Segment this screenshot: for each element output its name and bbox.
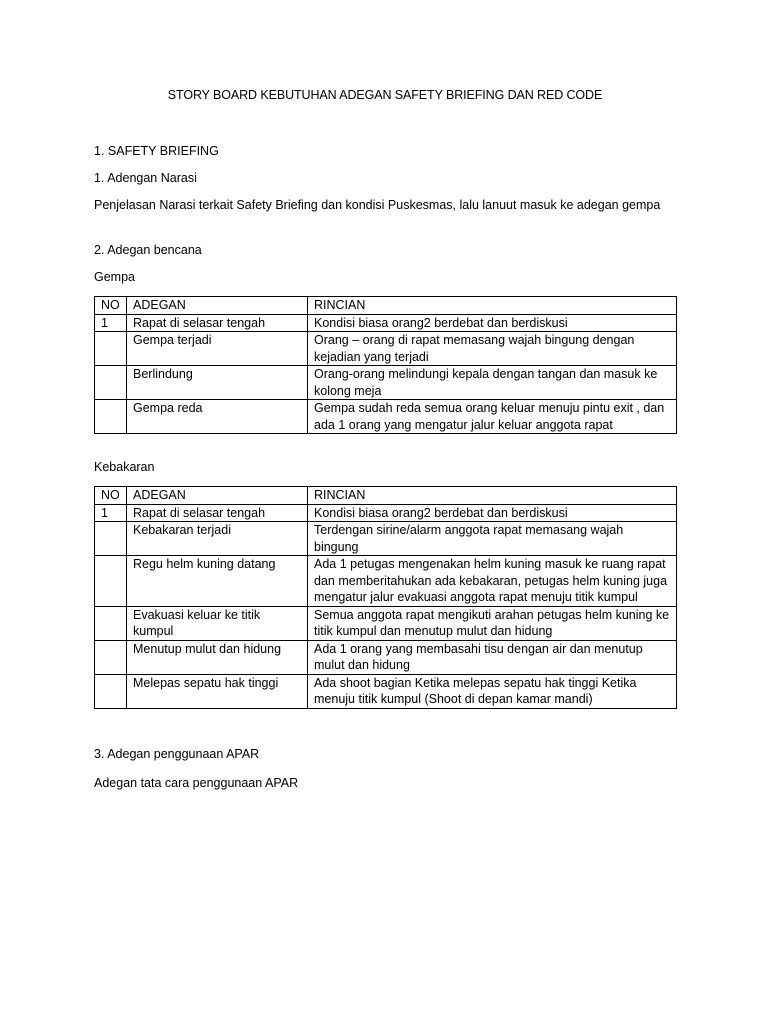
table-row — [95, 504, 677, 522]
cell-rincian: Gempa sudah reda semua orang keluar menuju pintu exit , dan ada 1 orang yang mengatur jalur keluar anggota rapat — [308, 400, 677, 434]
cell-no — [95, 674, 127, 708]
table-row — [95, 674, 677, 708]
subheading-adegan-narasi: 1. Adengan Narasi — [94, 171, 197, 185]
gempa-label: Gempa — [94, 270, 135, 284]
cell-no — [95, 640, 127, 674]
cell-adegan: Menutup mulut dan hidung — [127, 640, 308, 674]
cell-adegan: Kebakaran terjadi — [127, 522, 308, 556]
header-adegan: ADEGAN — [127, 487, 308, 505]
apar-paragraph: Adegan tata cara penggunaan APAR — [94, 776, 299, 790]
cell-adegan: Evakuasi keluar ke titik kumpul — [127, 606, 308, 640]
subheading-adegan-bencana: 2. Adegan bencana — [94, 243, 202, 257]
header-no: NO — [95, 487, 127, 505]
table-row — [95, 640, 677, 674]
header-rincian: RINCIAN — [308, 487, 677, 505]
cell-adegan: Gempa reda — [127, 400, 308, 434]
document-title: STORY BOARD KEBUTUHAN ADEGAN SAFETY BRIEFING DAN RED CODE — [167, 88, 603, 102]
table-row — [95, 606, 677, 640]
subheading-adegan-apar: 3. Adegan penggunaan APAR — [94, 747, 260, 761]
cell-rincian: Ada shoot bagian Ketika melepas sepatu hak tinggi Ketika menuju titik kumpul (Shoot di depan kamar mandi) — [308, 674, 677, 708]
cell-rincian: Orang-orang melindungi kepala dengan tangan dan masuk ke kolong meja — [308, 366, 677, 400]
header-rincian: RINCIAN — [308, 297, 677, 315]
cell-adegan: Berlindung — [127, 366, 308, 400]
cell-adegan: Rapat di selasar tengah — [127, 504, 308, 522]
cell-adegan: Melepas sepatu hak tinggi — [127, 674, 308, 708]
cell-rincian: Ada 1 petugas mengenakan helm kuning masuk ke ruang rapat dan memberitahukan ada kebakaran, petugas helm kuning juga mengatur jalur evakuasi anggota rapat menuju titik kumpul — [308, 556, 677, 607]
cell-adegan: Rapat di selasar tengah — [127, 314, 308, 332]
cell-no — [95, 556, 127, 607]
table-row — [95, 332, 677, 366]
cell-no — [95, 332, 127, 366]
kebakaran-table — [94, 486, 677, 709]
cell-rincian: Kondisi biasa orang2 berdebat dan berdiskusi — [308, 314, 677, 332]
cell-adegan: Regu helm kuning datang — [127, 556, 308, 607]
table-row — [95, 314, 677, 332]
table-row — [95, 522, 677, 556]
table-row — [95, 400, 677, 434]
table-header-row — [95, 297, 677, 315]
cell-adegan: Gempa terjadi — [127, 332, 308, 366]
gempa-table — [94, 296, 677, 434]
cell-rincian: Terdengan sirine/alarm anggota rapat memasang wajah bingung — [308, 522, 677, 556]
table-header-row — [95, 487, 677, 505]
table-row — [95, 366, 677, 400]
cell-rincian: Semua anggota rapat mengikuti arahan petugas helm kuning ke titik kumpul dan menutup mulut dan hidung — [308, 606, 677, 640]
cell-no — [95, 606, 127, 640]
cell-no — [95, 400, 127, 434]
cell-no — [95, 522, 127, 556]
cell-rincian: Ada 1 orang yang membasahi tisu dengan air dan menutup mulut dan hidung — [308, 640, 677, 674]
table-row — [95, 556, 677, 607]
cell-no — [95, 366, 127, 400]
cell-rincian: Orang – orang di rapat memasang wajah bingung dengan kejadian yang terjadi — [308, 332, 677, 366]
narasi-paragraph: Penjelasan Narasi terkait Safety Briefing dan kondisi Puskesmas, lalu lanuut masuk ke adegan gempa — [94, 198, 661, 212]
cell-no: 1 — [95, 314, 127, 332]
cell-rincian: Kondisi biasa orang2 berdebat dan berdiskusi — [308, 504, 677, 522]
section-heading-safety-briefing: 1. SAFETY BRIEFING — [94, 144, 219, 158]
kebakaran-label: Kebakaran — [94, 460, 155, 474]
header-adegan: ADEGAN — [127, 297, 308, 315]
header-no: NO — [95, 297, 127, 315]
cell-no: 1 — [95, 504, 127, 522]
